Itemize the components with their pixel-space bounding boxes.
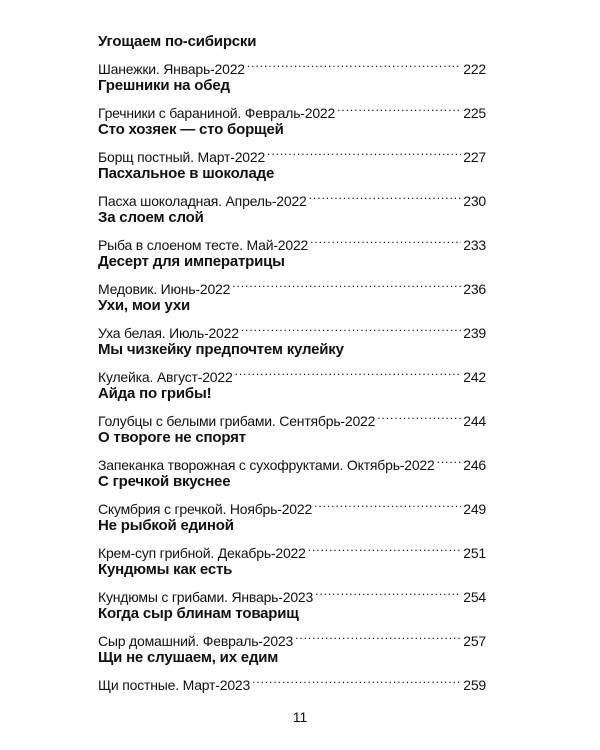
toc-entry (98, 384, 486, 428)
dot-leader (315, 580, 461, 602)
section-title: Не рыбкой единой (98, 517, 234, 534)
recipe-title: Голубцы с белыми грибами. Сентябрь-2022 (98, 413, 376, 429)
recipe-title: Медовик. Июнь-2022 (98, 281, 231, 297)
toc-entry (98, 472, 486, 516)
toc-item-line (98, 668, 486, 693)
section-title: Мы чизкейку предпочтем кулейку (98, 341, 344, 358)
page-number: 257 (463, 633, 486, 649)
toc-item-line (98, 316, 486, 341)
page-number: 244 (463, 413, 486, 429)
section-title: Щи не слушаем, их едим (98, 649, 279, 666)
page-number: 236 (463, 281, 486, 297)
recipe-title: Уха белая. Июль-2022 (98, 325, 239, 341)
toc-entry (98, 164, 486, 208)
dot-leader (308, 536, 462, 558)
toc-item-line (98, 360, 486, 385)
recipe-title: Гречники с бараниной. Февраль-2022 (98, 105, 336, 121)
section-title: Ухи, мои ухи (98, 297, 190, 314)
toc-entry (98, 208, 486, 252)
section-title: Пасхальное в шоколаде (98, 165, 275, 182)
page-number: 225 (463, 105, 486, 121)
dot-leader (310, 228, 461, 250)
section-title: Айда по грибы! (98, 385, 212, 402)
toc-item-line (98, 96, 486, 121)
toc-entry (98, 560, 486, 604)
dot-leader (309, 184, 462, 206)
toc-item-line (98, 492, 486, 517)
toc-item-line (98, 228, 486, 253)
toc-item-line (98, 272, 486, 297)
dot-leader (232, 272, 461, 294)
dot-leader (267, 140, 461, 162)
recipe-title: Пасха шоколадная. Апрель-2022 (98, 193, 307, 209)
recipe-title: Скумбрия с гречкой. Ноябрь-2022 (98, 501, 313, 517)
page-number: 227 (463, 149, 486, 165)
page-number: 246 (463, 457, 486, 473)
toc-entry (98, 428, 486, 472)
dot-leader (235, 360, 462, 382)
page-number: 233 (463, 237, 486, 253)
recipe-title: Шанежки. Январь-2022 (98, 61, 245, 77)
toc-entry (98, 516, 486, 560)
toc-item-line (98, 448, 486, 473)
page-number: 222 (463, 61, 486, 77)
dot-leader (337, 96, 461, 118)
toc-entry (98, 296, 486, 340)
page-number: 249 (463, 501, 486, 517)
recipe-title: Сыр домашний. Февраль-2023 (98, 633, 294, 649)
toc-entry (98, 32, 486, 76)
page-footer-number: 11 (292, 709, 308, 725)
section-title: Сто хозяек — сто борщей (98, 121, 284, 138)
toc-item-line (98, 580, 486, 605)
table-of-contents (98, 32, 486, 692)
page-number: 259 (463, 677, 486, 693)
dot-leader (247, 52, 461, 74)
section-title: Угощаем по-сибирски (98, 33, 257, 50)
section-title: С гречкой вкуснее (98, 473, 231, 490)
section-title: Кундюмы как есть (98, 561, 233, 578)
toc-entry (98, 604, 486, 648)
page-number: 254 (463, 589, 486, 605)
recipe-title: Кундюмы с грибами. Январь-2023 (98, 589, 314, 605)
toc-item-line (98, 140, 486, 165)
page-number: 251 (463, 545, 486, 561)
recipe-title: Крем-суп грибной. Декабрь-2022 (98, 545, 306, 561)
toc-item-line (98, 52, 486, 77)
page-number: 242 (463, 369, 486, 385)
toc-item-line (98, 184, 486, 209)
section-title: За слоем слой (98, 209, 204, 226)
toc-entry (98, 120, 486, 164)
dot-leader (377, 404, 461, 426)
dot-leader (295, 624, 461, 646)
recipe-title: Кулейка. Август-2022 (98, 369, 233, 385)
section-title: Десерт для императрицы (98, 253, 285, 270)
toc-entry (98, 340, 486, 384)
toc-item-line (98, 404, 486, 429)
page-number: 230 (463, 193, 486, 209)
page-number: 239 (463, 325, 486, 341)
recipe-title: Борщ постный. Март-2022 (98, 149, 266, 165)
toc-item-line (98, 536, 486, 561)
section-title: О твороге не спорят (98, 429, 246, 446)
toc-entry (98, 76, 486, 120)
dot-leader (252, 668, 461, 690)
toc-entry (98, 648, 486, 692)
dot-leader (314, 492, 461, 514)
dot-leader (241, 316, 461, 338)
toc-entry (98, 252, 486, 296)
recipe-title: Запеканка творожная с сухофруктами. Октябрь-2022 (98, 457, 435, 473)
section-title: Грешники на обед (98, 77, 230, 94)
dot-leader (437, 448, 462, 470)
section-title: Когда сыр блинам товарищ (98, 605, 299, 622)
toc-item-line (98, 624, 486, 649)
recipe-title: Рыба в слоеном тесте. Май-2022 (98, 237, 309, 253)
recipe-title: Щи постные. Март-2023 (98, 677, 251, 693)
